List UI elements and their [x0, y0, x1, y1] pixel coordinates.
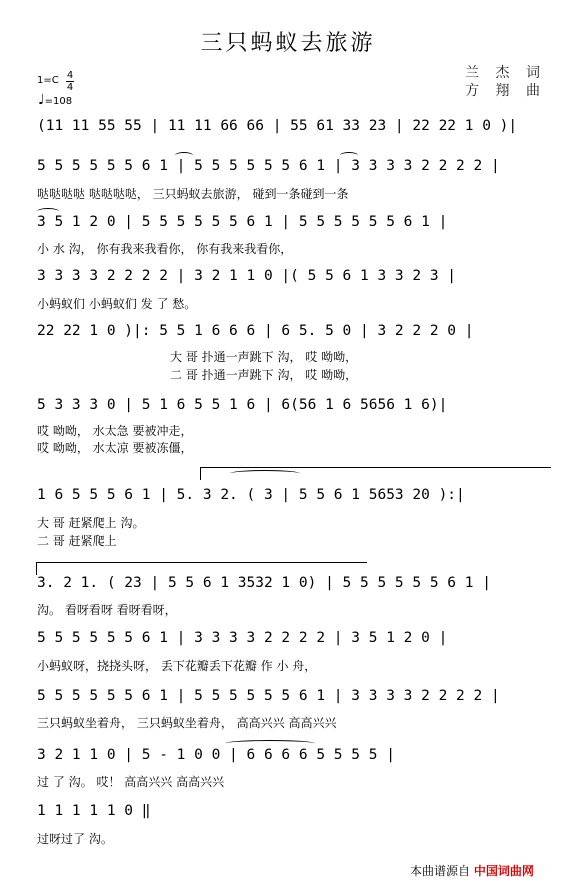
slur	[175, 152, 193, 159]
system-9-notes: 5 5 5 5 5 5 6 1 | 3 3 3 3 2 2 2 2 | 3 5 1 2 0 |	[37, 630, 448, 646]
system-12-lyrics: 过呀过了 沟。	[37, 832, 113, 846]
system-2-lyrics: 哒哒哒哒 哒哒哒哒， 三只蚂蚁去旅游， 碰到一条碰到一条	[37, 187, 349, 201]
slur	[340, 152, 358, 159]
system-2-notes: 5 5 5 5 5 5 6 1 | 5 5 5 5 5 5 6 1 | 3 3 3 3 2 2 2 2 |	[37, 158, 500, 174]
system-6-lyrics-verse-1: 哎 呦呦， 水太急 要被冲走，	[37, 424, 193, 438]
system-10-lyrics: 三只蚂蚁坐着舟， 三只蚂蚁坐着舟， 高高兴兴 高高兴兴	[37, 716, 337, 730]
footer-source-label: 本曲谱源自	[410, 864, 471, 878]
second-ending-bracket	[36, 562, 367, 575]
time-signature-bottom: 4	[66, 82, 74, 93]
slur	[37, 208, 59, 215]
system-5-lyrics-verse-2: 二 哥 扑通一声跳下 沟， 哎 呦呦，	[170, 368, 358, 382]
system-4-lyrics: 小蚂蚁们 小蚂蚁们 发 了 愁。	[37, 297, 197, 311]
footer-source	[410, 862, 534, 879]
lyricist-credit: 兰 杰 词	[465, 65, 546, 81]
system-7-lyrics-verse-2: 二 哥 赶紧爬上	[37, 534, 117, 548]
page-title: 三只蚂蚁去旅游	[200, 31, 376, 56]
tempo-marking	[38, 92, 72, 108]
system-3-lyrics: 小 水 沟， 你有我来我看你， 你有我来我看你，	[37, 242, 293, 256]
system-11-notes: 3 2 1 1 0 | 5 - 1 0 0 | 6 6 6 6 5 5 5 5 |	[37, 747, 395, 763]
system-11-lyrics: 过 了 沟。 哎！ 高高兴兴 高高兴兴	[37, 775, 225, 789]
system-3-notes: 3 5 1 2 0 | 5 5 5 5 5 5 6 1 | 5 5 5 5 5 5 6 1 |	[37, 214, 448, 230]
quarter-note-icon: ♩	[38, 92, 45, 108]
time-signature	[66, 70, 74, 93]
time-signature-top: 4	[66, 70, 74, 81]
tempo-value: =108	[44, 96, 73, 107]
system-9-lyrics: 小蚂蚁呀，挠挠头呀， 丢下花瓣丢下花瓣 作 小 舟，	[37, 659, 317, 673]
footer-site-link[interactable]: 中国词曲网	[473, 864, 534, 878]
key-signature: 1=C	[37, 75, 59, 86]
system-5-lyrics-verse-1: 大 哥 扑通一声跳下 沟， 哎 呦呦，	[170, 350, 358, 364]
system-4-notes: 3 3 3 3 2 2 2 2 | 3 2 1 1 0 |( 5 5 6 1 3 3 2 3 |	[37, 268, 457, 284]
system-8-notes: 3. 2 1. ( 23 | 5 5 6 1 3532 1 0) | 5 5 5 5 5 5 6 1 |	[37, 575, 491, 591]
system-1-notes: (11 11 55 55 | 11 11 66 66 | 55 61 33 23 | 22 22 1 0 )|	[37, 118, 518, 134]
system-5-notes: 22 22 1 0 )|: 5 5 1 6 6 6 | 6 5. 5 0 | 3 2 2 2 0 |	[37, 323, 474, 339]
system-10-notes: 5 5 5 5 5 5 6 1 | 5 5 5 5 5 5 6 1 | 3 3 3 3 2 2 2 2 |	[37, 688, 500, 704]
system-7-notes: 1 6 5 5 5 6 1 | 5. 3 2. ( 3 | 5 5 6 1 5653 20 ):|	[37, 487, 465, 503]
system-8-lyrics: 沟。 看呀看呀 看呀看呀，	[37, 603, 177, 617]
system-6-lyrics-verse-2: 哎 呦呦， 水太凉 要被冻僵，	[37, 441, 193, 455]
composer-credit: 方 翔 曲	[465, 83, 546, 99]
system-12-notes: 1 1 1 1 1 0 ‖	[37, 803, 151, 819]
system-7-lyrics-verse-1: 大 哥 赶紧爬上 沟。	[37, 516, 145, 530]
slur	[225, 740, 315, 747]
slur	[230, 470, 300, 477]
system-6-notes: 5 3 3 3 0 | 5 1 6 5 5 1 6 | 6(56 1 6 5656 1 6)|	[37, 397, 448, 413]
